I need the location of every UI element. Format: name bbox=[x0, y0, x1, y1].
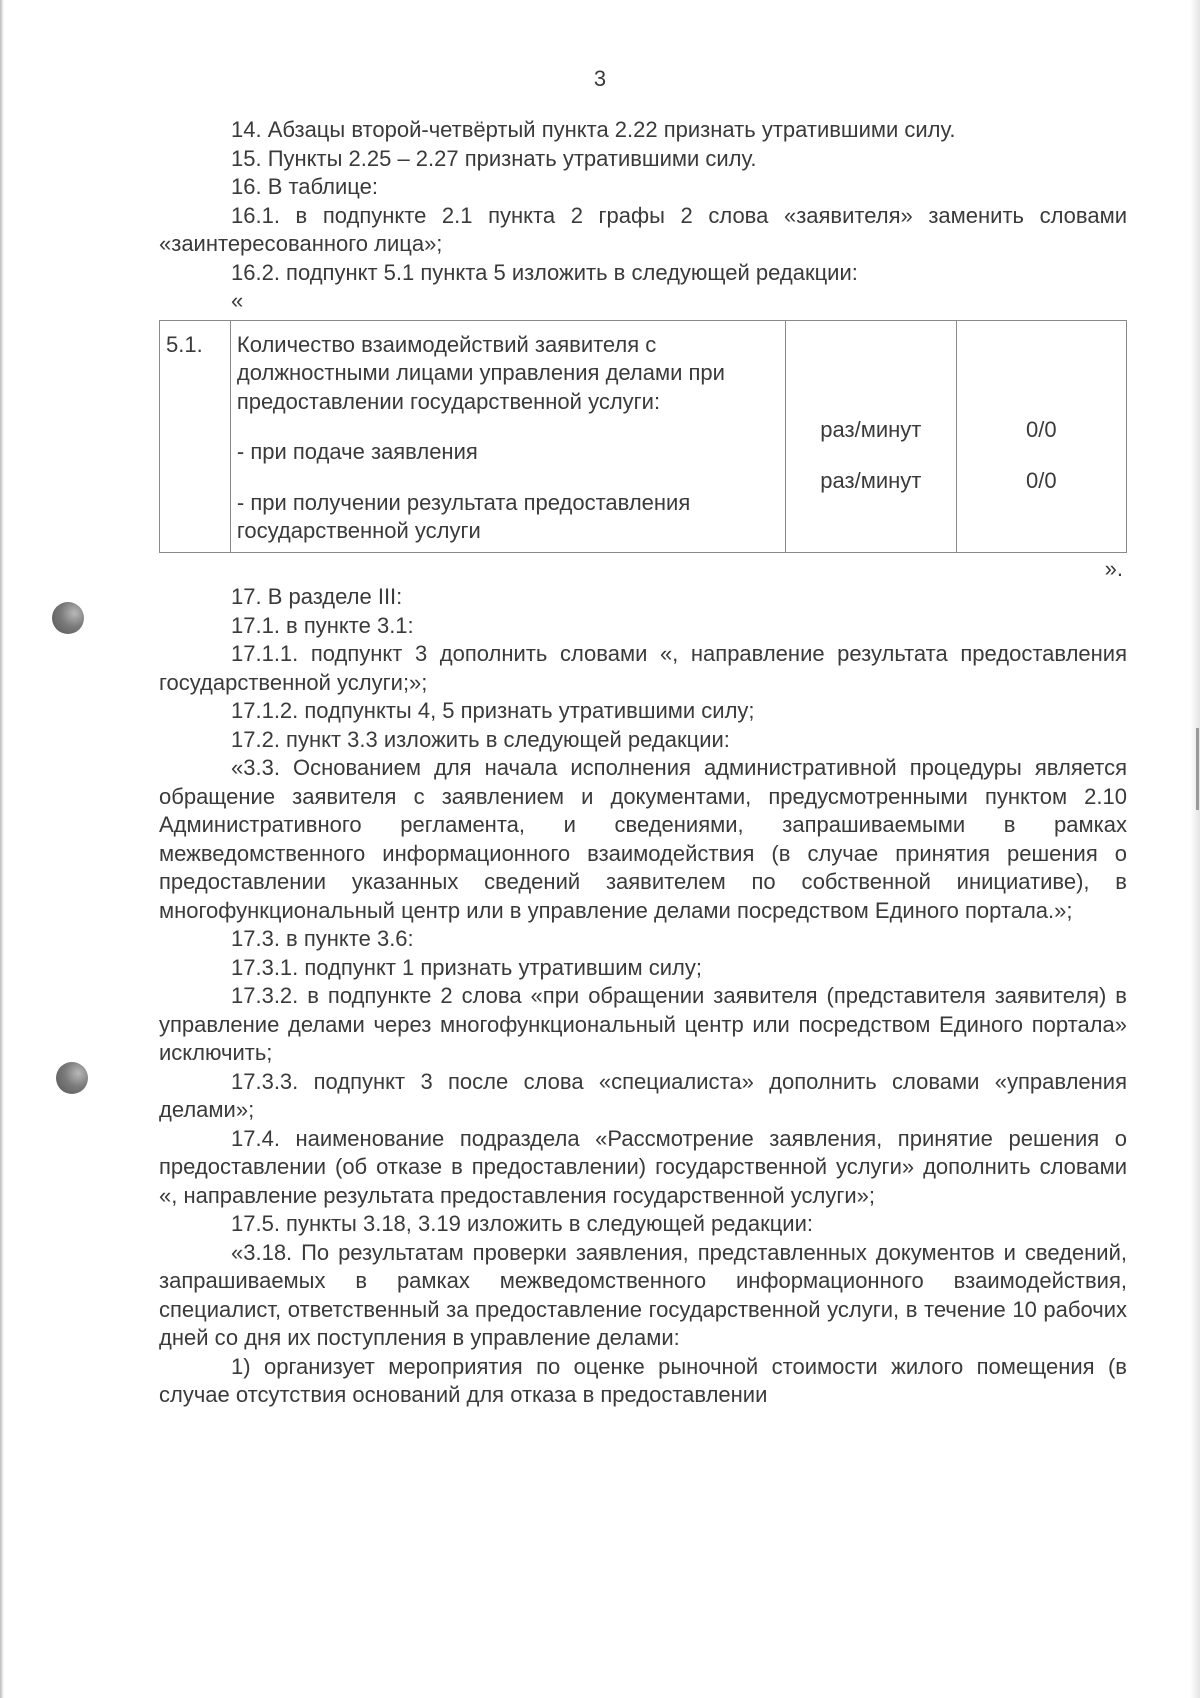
indicator-table bbox=[159, 320, 1127, 553]
paragraph: 17.1. в пункте 3.1: bbox=[231, 612, 414, 638]
description-result: - при получении результата предоставления государственной услуги bbox=[236, 489, 691, 543]
paragraph: 17.5. пункты 3.18, 3.19 изложить в следующей редакции: bbox=[231, 1211, 814, 1236]
paragraph: 17.1.1. подпункт 3 дополнить словами «, направление результата предоставления государственной услуги;»; bbox=[159, 641, 1127, 695]
norm-value: 0/0 bbox=[1026, 417, 1057, 442]
paragraph: 17.1.2. подпункты 4, 5 признать утратившими силу; bbox=[231, 698, 755, 723]
punch-hole-bottom bbox=[56, 1062, 88, 1094]
unit-value: раз/минут bbox=[820, 417, 922, 442]
paragraph: 17.4. наименование подраздела «Рассмотрение заявления, принятие решения о предоставлении (об отказе в предоставлении) государственной услуги» дополнить словами «, направление результата предоставления государственной услуги»; bbox=[159, 1125, 1127, 1208]
cell-number: 5.1. bbox=[160, 320, 231, 552]
paragraph: 17.3.1. подпункт 1 признать утратившим силу; bbox=[231, 954, 702, 980]
open-quote: « bbox=[231, 288, 244, 313]
paragraph: 16. В таблице: bbox=[231, 174, 378, 199]
close-quote: ». bbox=[1104, 555, 1123, 581]
page-number: 3 bbox=[593, 66, 607, 91]
norm-value: 0/0 bbox=[1026, 467, 1057, 493]
cell-values bbox=[956, 320, 1126, 552]
paragraph: 1) организует мероприятия по оценке рыночной стоимости жилого помещения (в случае отсутствия оснований для отказа в предоставлении bbox=[159, 1353, 1127, 1407]
table-row bbox=[160, 320, 1127, 552]
page-edge-left bbox=[0, 0, 4, 1698]
paragraph: «3.3. Основанием для начала исполнения административной процедуры является обращение заявителя с заявлением и документами, предусмотренными пунктом 2.10 Административного регламента, и сведениями, запрашиваемыми в рамках межведомственного информационного взаимодействия (в случае принятия решения о предоставлении указанных сведений заявителем по собственной инициативе), в многофункциональный центр или в управление делами посредством Единого портала.»; bbox=[159, 755, 1127, 923]
paragraph: 17.2. пункт 3.3 изложить в следующей редакции: bbox=[231, 726, 730, 752]
paragraph: 17.3.2. в подпункте 2 слова «при обращении заявителя (представителя заявителя) в управление делами через многофункциональный центр или посредством Единого портала» исключить; bbox=[159, 983, 1127, 1065]
paragraph: 17.3. в пункте 3.6: bbox=[231, 926, 414, 951]
page-edge-right bbox=[1190, 0, 1200, 1698]
document-body bbox=[159, 116, 1127, 1410]
paragraph: «3.18. По результатам проверки заявления, представленных документов и сведений, запрашиваемых в рамках межведомственного информационного взаимодействия, специалист, ответственный за предоставление государственной услуги, в течение 10 рабочих дней со дня их поступления в управление делами: bbox=[159, 1239, 1127, 1350]
cell-units bbox=[786, 320, 957, 552]
scan-edge-mark bbox=[1196, 728, 1199, 810]
paragraph: 17.3.3. подпункт 3 после слова «специалиста» дополнить словами «управления делами»; bbox=[159, 1068, 1127, 1122]
paragraph: 14. Абзацы второй-четвёртый пункта 2.22 признать утратившими силу. bbox=[231, 117, 956, 142]
description-submission: - при подаче заявления bbox=[236, 439, 478, 464]
unit-value: раз/минут bbox=[820, 467, 922, 493]
punch-hole-top bbox=[52, 602, 84, 634]
paragraph: 15. Пункты 2.25 – 2.27 признать утратившими силу. bbox=[231, 145, 757, 171]
paragraph: 16.1. в подпункте 2.1 пункта 2 графы 2 слова «заявителя» заменить словами «заинтересованного лица»; bbox=[159, 202, 1127, 256]
cell-description bbox=[230, 320, 785, 552]
paragraph: 17. В разделе III: bbox=[231, 584, 403, 609]
description-main: Количество взаимодействий заявителя с должностными лицами управления делами при предоставлении государственной услуги: bbox=[236, 331, 725, 414]
paragraph: 16.2. подпункт 5.1 пункта 5 изложить в следующей редакции: bbox=[231, 259, 858, 285]
